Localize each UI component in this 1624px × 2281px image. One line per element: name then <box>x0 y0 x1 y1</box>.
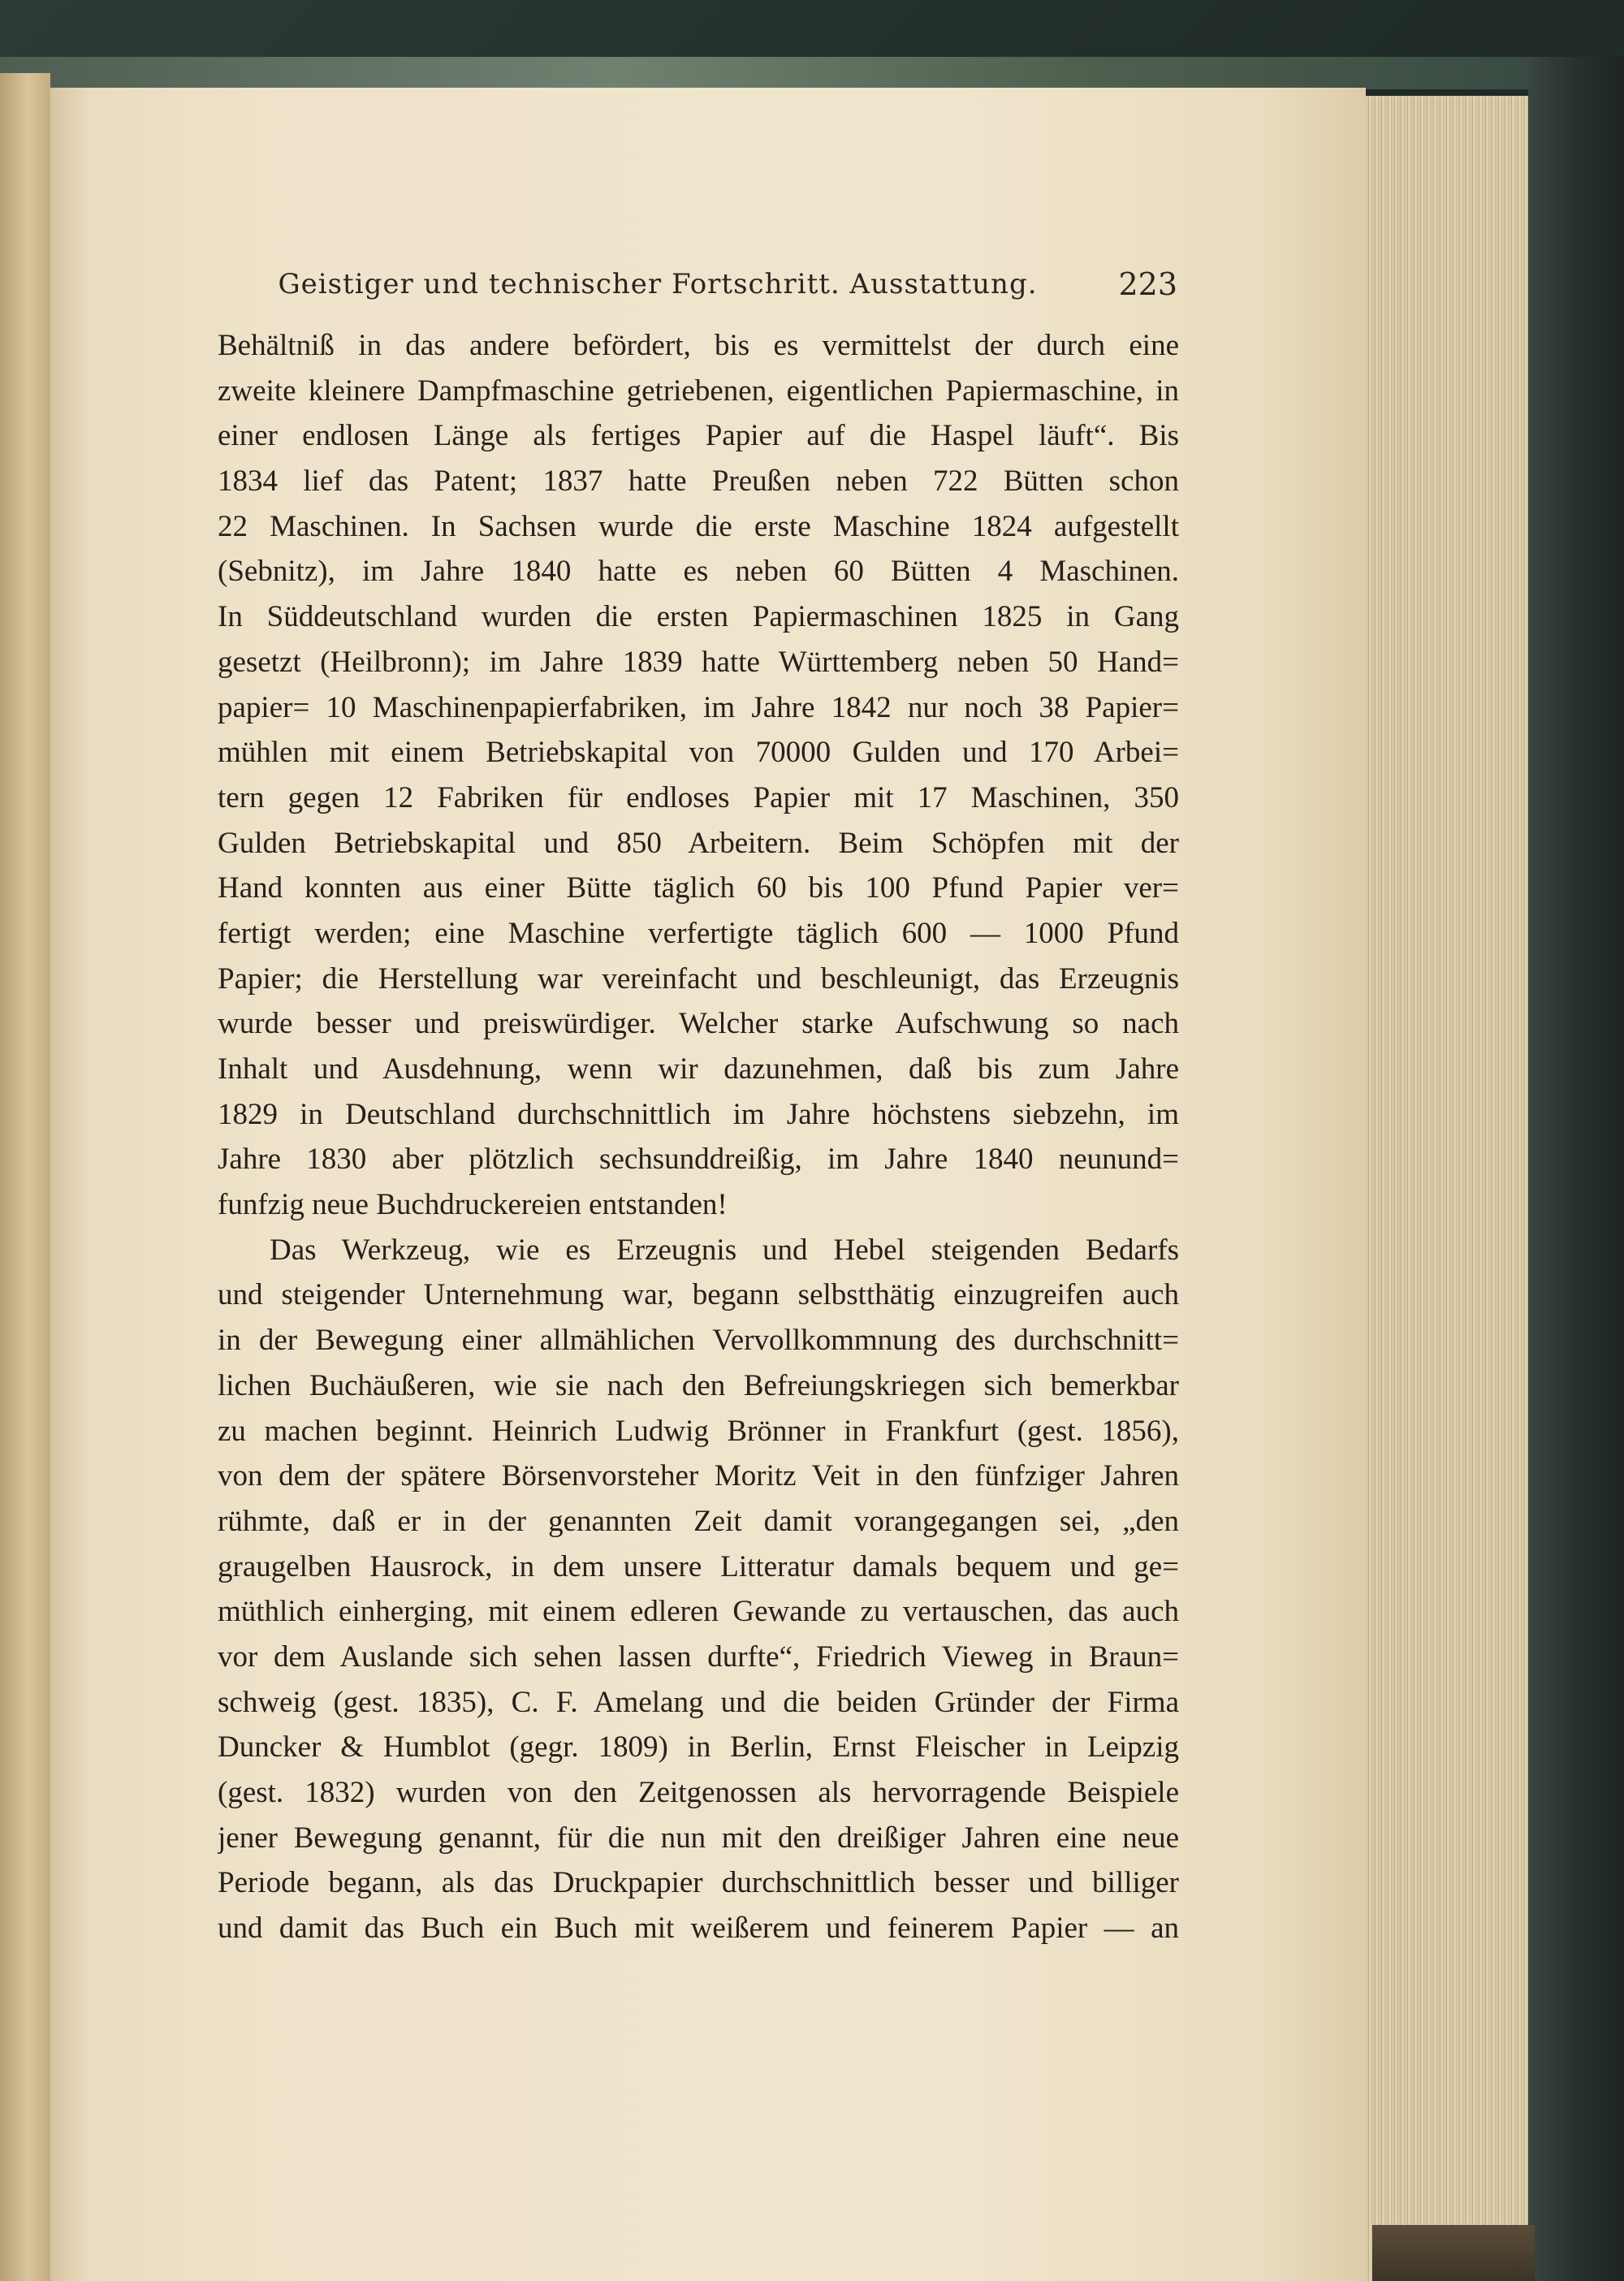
text-line: müthlich einherging, mit einem edleren Gewande zu vertauschen, das auch <box>218 1595 1179 1629</box>
text-line: Papier; die Herstellung war vereinfacht und beschleunigt, das Erzeugnis <box>218 961 1179 996</box>
paragraph-start-line: Das Werkzeug, wie es Erzeugnis und Hebel steigenden Bedarfs <box>270 1233 1179 1267</box>
text-line: zu machen beginnt. Heinrich Ludwig Brönner in Frankfurt (gest. 1856), <box>218 1414 1179 1448</box>
body-text <box>218 323 1179 1951</box>
facing-page-edge <box>0 73 50 2281</box>
book-top-edge <box>0 57 1535 89</box>
text-line: papier= 10 Maschinenpapierfabriken, im Jahre 1842 nur noch 38 Papier= <box>218 690 1179 724</box>
text-line: 22 Maschinen. In Sachsen wurde die erste Maschine 1824 aufgestellt <box>218 509 1179 543</box>
text-line: Jahre 1830 aber plötzlich sechsunddreißig, im Jahre 1840 neunund= <box>218 1143 1179 1177</box>
text-line: In Süddeutschland wurden die ersten Papiermaschinen 1825 in Gang <box>218 600 1179 634</box>
text-line: Behältniß in das andere befördert, bis es vermittelst der durch eine <box>218 329 1179 362</box>
text-line: Inhalt und Ausdehnung, wenn wir dazunehmen, daß bis zum Jahre <box>218 1052 1179 1086</box>
text-line: fertigt werden; eine Maschine verfertigte täglich 600 — 1000 Pfund <box>218 916 1179 950</box>
text-line: mühlen mit einem Betriebskapital von 70000 Gulden und 170 Arbei= <box>218 736 1179 770</box>
text-line: wurde besser und preiswürdiger. Welcher starke Aufschwung so nach <box>218 1007 1179 1041</box>
text-line: in der Bewegung einer allmählichen Vervollkommnung des durchschnitt= <box>218 1324 1179 1358</box>
text-line: lichen Buchäußeren, wie sie nach den Befreiungskriegen sich bemerkbar <box>218 1368 1179 1402</box>
text-line: Hand konnten aus einer Bütte täglich 60 bis 100 Pfund Papier ver= <box>218 871 1179 905</box>
text-line: graugelben Hausrock, in dem unsere Litteratur damals bequem und ge= <box>218 1549 1179 1583</box>
text-line: zweite kleinere Dampfmaschine getriebenen, eigentlichen Papiermaschine, in <box>218 374 1179 408</box>
book-cover-right <box>1528 57 1624 2281</box>
text-line: Periode begann, als das Druckpapier durchschnittlich besser und billiger <box>218 1866 1179 1900</box>
text-line: vor dem Auslande sich sehen lassen durfte“, Friedrich Vieweg in Braun= <box>218 1639 1179 1674</box>
text-line: Gulden Betriebskapital und 850 Arbeitern. Beim Schöpfen mit der <box>218 826 1179 860</box>
text-line: 1829 in Deutschland durchschnittlich im Jahre höchstens siebzehn, im <box>218 1097 1179 1131</box>
running-head: Geistiger und technischer Fortschritt. Ausstattung. <box>278 268 1038 300</box>
text-line: schweig (gest. 1835), C. F. Amelang und die beiden Gründer der Firma <box>218 1685 1179 1719</box>
page-number: 223 <box>1118 266 1177 302</box>
book-bottom-edge <box>1372 2225 1535 2281</box>
text-line: von dem der spätere Börsenvorsteher Moritz Veit in den fünfziger Jahren <box>218 1459 1179 1493</box>
page-stack-edge <box>1366 96 1528 2281</box>
text-line: (Sebnitz), im Jahre 1840 hatte es neben 60 Bütten 4 Maschinen. <box>218 555 1179 589</box>
text-line: 1834 lief das Patent; 1837 hatte Preußen neben 722 Bütten schon <box>218 464 1179 499</box>
text-line: und damit das Buch ein Buch mit weißerem und feinerem Papier — an <box>218 1912 1179 1946</box>
page-header <box>219 265 1177 304</box>
text-line: rühmte, daß er in der genannten Zeit damit vorangegangen sei, „den <box>218 1504 1179 1538</box>
paragraph-end-line: funfzig neue Buchdruckereien entstanden! <box>218 1188 728 1222</box>
text-line: Duncker & Humblot (gegr. 1809) in Berlin, Ernst Fleischer in Leipzig <box>218 1730 1179 1765</box>
text-line: und steigender Unternehmung war, begann selbstthätig einzugreifen auch <box>218 1278 1179 1312</box>
text-line: jener Bewegung genannt, für die nun mit den dreißiger Jahren eine neue <box>218 1821 1179 1855</box>
text-line: gesetzt (Heilbronn); im Jahre 1839 hatte Württemberg neben 50 Hand= <box>218 645 1179 679</box>
text-line: einer endlosen Länge als fertiges Papier auf die Haspel läuft“. Bis <box>218 419 1179 453</box>
text-line: tern gegen 12 Fabriken für endloses Papier mit 17 Maschinen, 350 <box>218 780 1179 814</box>
text-line: (gest. 1832) wurden von den Zeitgenossen als hervorragende Beispiele <box>218 1776 1179 1809</box>
